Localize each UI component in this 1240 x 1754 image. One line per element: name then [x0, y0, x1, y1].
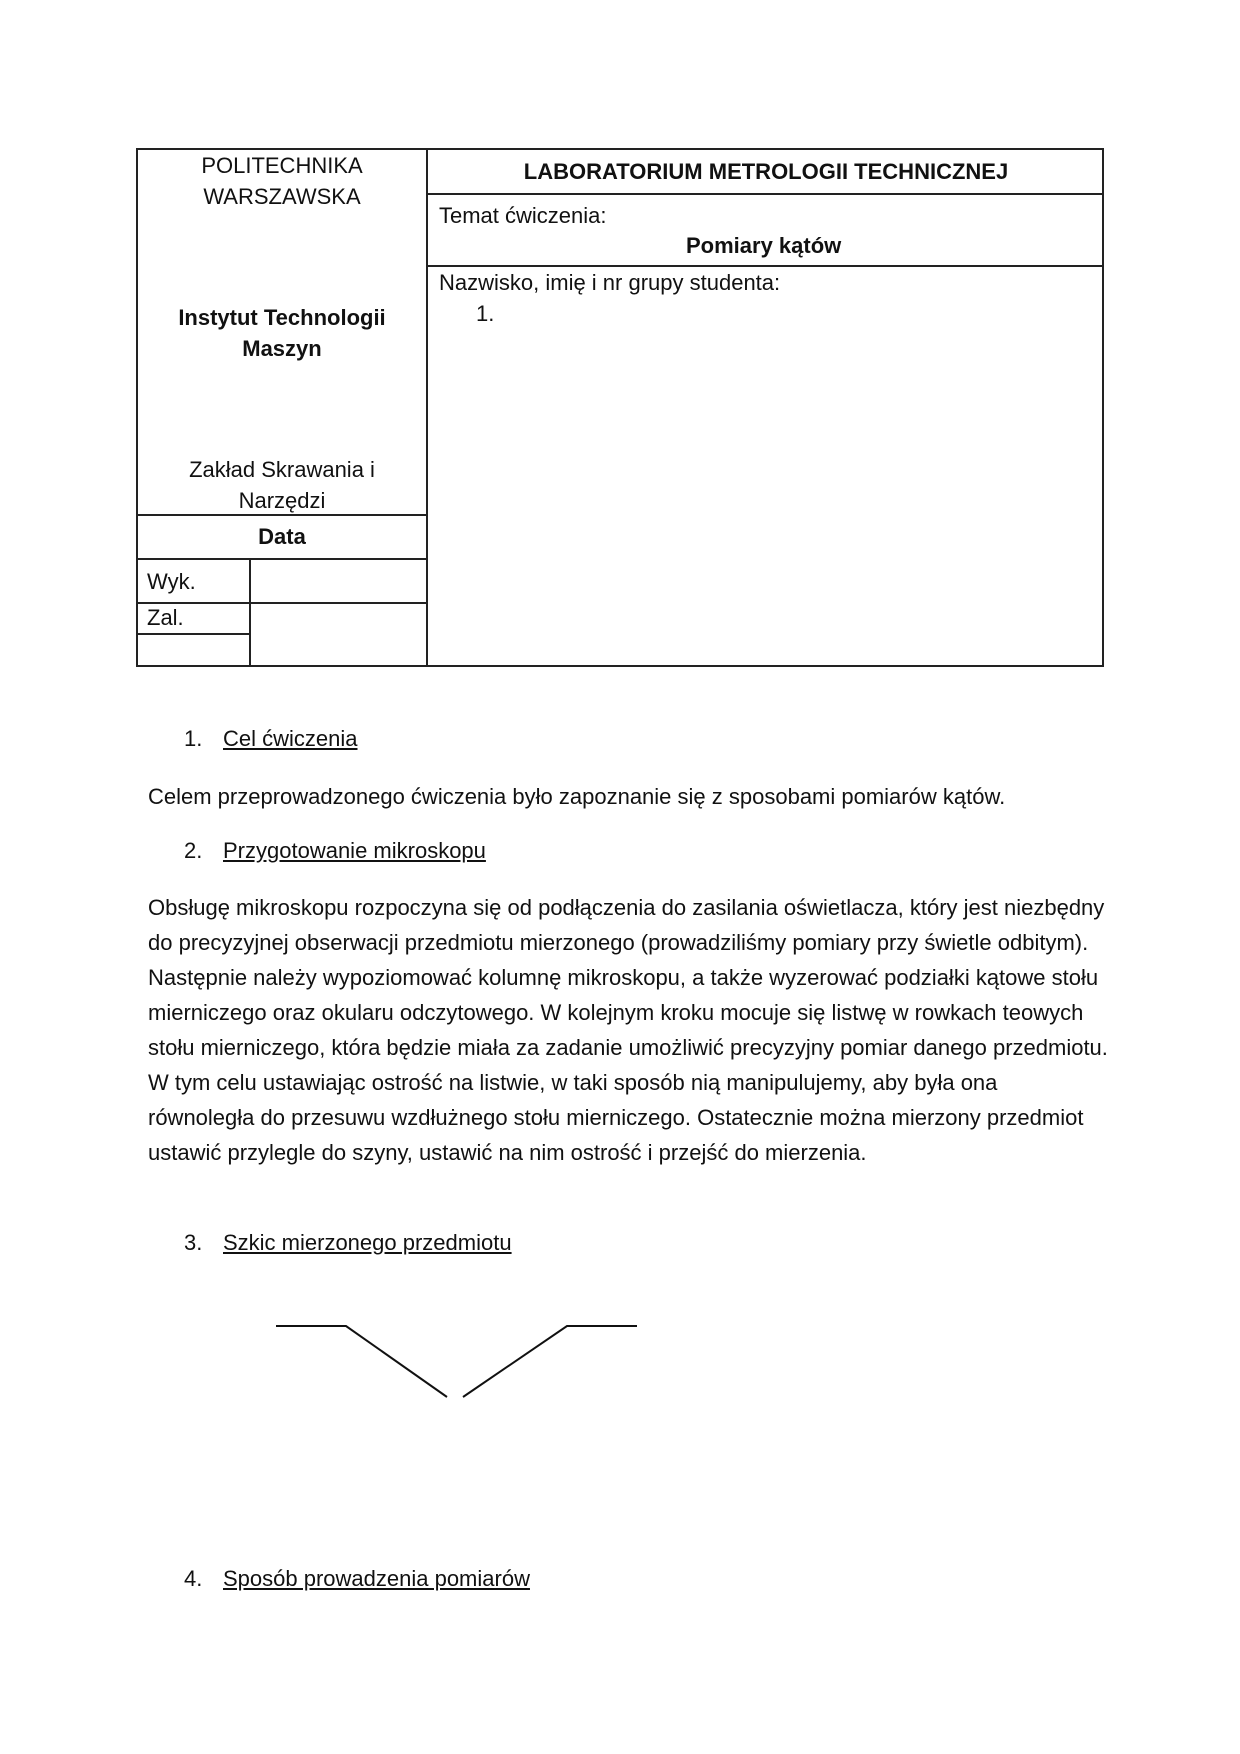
section-title: Sposób prowadzenia pomiarów: [223, 1566, 530, 1591]
section-heading: [184, 1564, 530, 1594]
student-label: Nazwisko, imię i nr grupy studenta:: [439, 270, 781, 295]
section-title: Cel ćwiczenia: [223, 726, 358, 751]
lab-title: LABORATORIUM METROLOGII TECHNICZNEJ: [523, 159, 1009, 184]
date-label: Data: [258, 524, 306, 549]
university-name: POLITECHNIKA WARSZAWSKA: [201, 153, 363, 209]
section-number: 4.: [184, 1566, 203, 1591]
institute-name: Instytut Technologii Maszyn: [178, 305, 386, 361]
section-number: 3.: [184, 1230, 203, 1255]
zal-label: Zal.: [147, 605, 184, 630]
goal-paragraph: Celem przeprowadzonego ćwiczenia było zapoznanie się z sposobami pomiarów kątów.: [148, 784, 1006, 809]
section-title: Przygotowanie mikroskopu: [223, 838, 486, 863]
student-item: 1.: [476, 301, 495, 326]
wyk-label: Wyk.: [147, 569, 196, 594]
topic-label: Temat ćwiczenia:: [439, 203, 607, 228]
microscope-paragraph: Obsługę mikroskopu rozpoczyna się od podłączenia do zasilania oświetlacza, który jest niezbędny do precyzyjnej obserwacji przedmiotu mierzonego (prowadziliśmy pomiary przy świetle odbitym). Następnie należy wypoziomować kolumnę mikroskopu, a także wyzerować podziałki kątowe stołu mierniczego oraz okularu odczytowego. W kolejnym kroku mocuje się listwę w rowkach teowych stołu mierniczego, która będzie miała za zadanie umożliwić precyzyjny pomiar danego przedmiotu. W tym celu ustawiając ostrość na listwie, w taki sposób nią manipulujemy, aby była ona równoległa do przesuwu wzdłużnego stołu mierniczego. Ostatecznie można mierzony przedmiot ustawić przylegle do szyny, ustawić na nim ostrość i przejść do mierzenia.: [148, 895, 1108, 1165]
section-number: 1.: [184, 726, 203, 751]
department-name: Zakład Skrawania i Narzędzi: [189, 457, 375, 513]
section-title: Szkic mierzonego przedmiotu: [223, 1230, 512, 1255]
section-number: 2.: [184, 838, 203, 863]
topic-value: Pomiary kątów: [686, 233, 842, 258]
